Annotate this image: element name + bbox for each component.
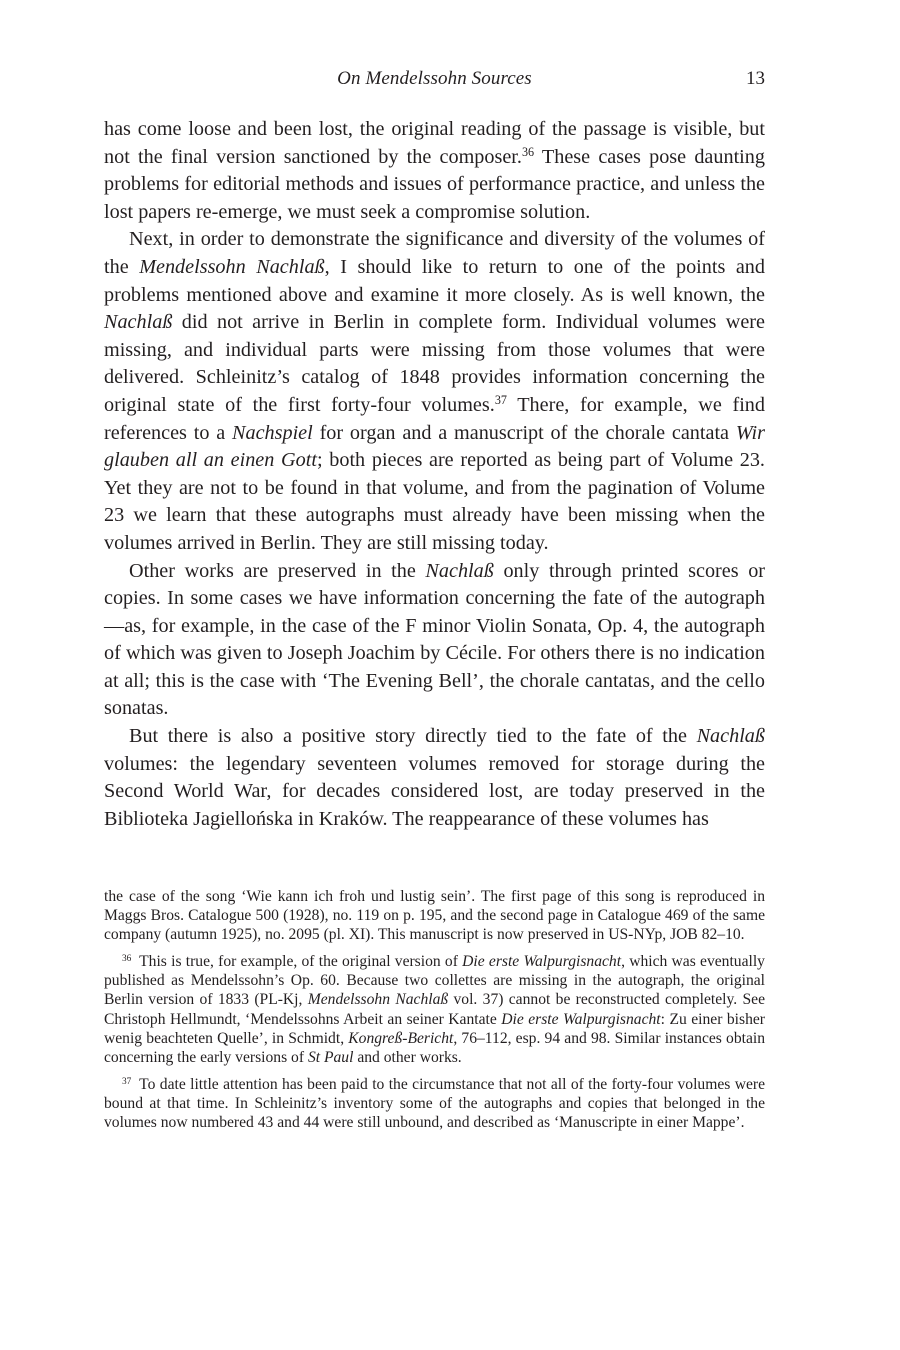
page-number: 13 — [746, 68, 765, 89]
main-text — [104, 116, 765, 833]
italic-title: Wir glauben all an einen Gott — [104, 421, 765, 472]
footnote-continuation: the case of the song ‘Wie kann ich froh und lustig sein’. The first page of this song is reproduced in Maggs Bros. Catalogue 500 (1928), no. 119 on p. 195, and the second page in Catalogue 469 of the same company (autumn 1925), no. 2095 (pl. XI). This manuscript is now preserved in US-NYp, JOB 82–10. — [104, 888, 765, 944]
italic-title: Kongreß-Bericht — [348, 1029, 454, 1047]
italic-title: Mendelssohn Nachlaß — [139, 255, 325, 278]
footnote-reference[interactable]: 37 — [494, 393, 507, 408]
paragraph: has come loose and been lost, the original reading of the passage is visible, but not the final version sanctioned by the composer.$^{36}$ These cases pose daunting problems for editorial methods and issues of performance practice, and unless the lost papers re-emerge, we must seek a compromise solution. — [104, 118, 765, 223]
italic-title: Nachspiel — [232, 421, 313, 444]
italic-title: Mendelssohn Nachlaß — [307, 991, 449, 1009]
running-head — [104, 68, 765, 98]
footnote-number: 36 — [122, 954, 132, 965]
footnote-reference[interactable]: 36 — [521, 144, 535, 159]
footnotes — [104, 887, 765, 1140]
running-title: On Mendelssohn Sources — [337, 68, 532, 89]
footnote-37: $^{37}$ To date little attention has been paid to the circumstance that not all of the forty-four volumes were bound at that time. In Schleinitz’s inventory some of the autographs and copies that belonged in the volumes now numbered 43 and 44 were still unbound, and described as ‘Manuscripte in einer Mappe’. — [104, 1075, 765, 1132]
italic-title: Nachlaß — [425, 559, 494, 582]
footnote-36: $^{36}$ This is true, for example, of the original version of Die erste Walpurgisnacht, which was eventually published as Mendelssohn’s Op. 60. Because two collettes are missing in the autograph, the original Berlin version of 1833 (PL-Kj, Mendelssohn Nachlaß vol. 37) cannot be reconstructed completely. See Christoph Hellmundt, ‘Mendelssohns Arbeit an seiner Kantate Die erste Walpurgisnacht: Zu einer bisher wenig beachteten Quelle’, in Schmidt, Kongreß-Bericht, 76–112, esp. 94 and 98. Similar instances obtain concerning the early versions of St Paul and other works. — [104, 953, 765, 1066]
paragraph: But there is also a positive story directly tied to the fate of the Nachlaß volumes: the legendary seventeen volumes removed for storage during the Second World War, for decades considered lost, are today preserved in the Biblioteka Jagiellońska in Kraków. The reappearance of these volumes has — [104, 725, 765, 830]
italic-title: Nachlaß — [104, 311, 173, 334]
italic-title: Die erste Walpurgisnacht — [501, 1010, 661, 1028]
paragraph: Other works are preserved in the Nachlaß only through printed scores or copies. In some cases we have information concerning the fate of the autograph—as, for example, in the case of the F minor Violin Sonata, Op. 4, the autograph of which was given to Joseph Joachim by Cécile. For others there is no indication at all; this is the case with ‘The Evening Bell’, the chorale cantatas, and the cello sonatas. — [104, 559, 766, 720]
footnote-number: 37 — [122, 1076, 132, 1087]
italic-title: Die erste Walpurgisnacht — [462, 953, 622, 971]
italic-title: St Paul — [307, 1048, 354, 1066]
italic-title: Nachlaß — [696, 725, 765, 748]
paragraph: Next, in order to demonstrate the significance and diversity of the volumes of the Mendelssohn Nachlaß, I should like to return to one of the points and problems mentioned above and examine it more closely. As is well known, the Nachlaß did not arrive in Berlin in complete form. Individual volumes were missing, and individual parts were missing from those volumes that were delivered. Schleinitz’s catalog of 1848 provides information concerning the original state of the first forty-four volumes.$^{37}$ There, for example, we find references to a Nachspiel for organ and a manuscript of the chorale cantata Wir glauben all an einen Gott; both pieces are reported as being part of Volume 23. Yet they are not to be found in that volume, and from the pagination of Volume 23 we learn that these autographs must already have been missing when the volumes arrived in Berlin. They are still missing today. — [104, 228, 765, 554]
